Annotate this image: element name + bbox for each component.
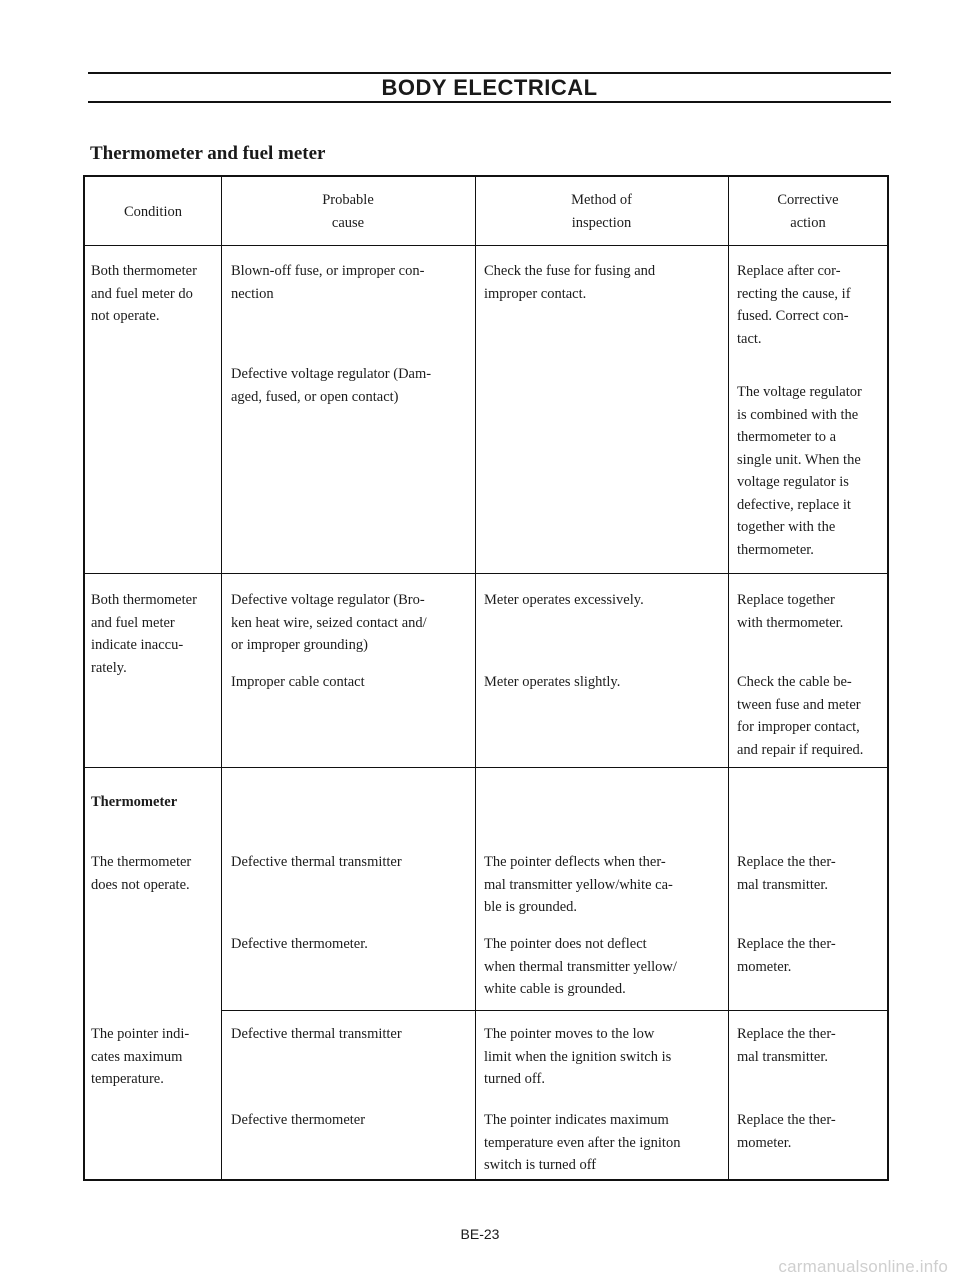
watermark-text: carmanualsonline.info	[778, 1257, 948, 1276]
column-divider	[221, 177, 222, 1179]
probable-cause-cell: Defective thermometer	[231, 1112, 366, 1128]
probable-cause-cell: Defective thermal transmitter	[231, 854, 402, 870]
inspection-cell: Check the fuse for fusing and improper contact.	[484, 263, 656, 302]
corrective-action-cell: Replace the ther- mal transmitter.	[737, 854, 836, 893]
column-header-method-of-inspection: Method of inspection	[571, 192, 632, 231]
corrective-action-cell: Replace the ther- mal transmitter.	[737, 1026, 836, 1065]
probable-cause-cell: Defective thermometer.	[231, 936, 368, 952]
inspection-cell: The pointer indicates maximum temperature even after the igniton switch is turned off	[484, 1112, 681, 1173]
row-divider	[85, 573, 887, 574]
page-number: BE-23	[460, 1226, 500, 1242]
column-header-corrective-action: Corrective action	[777, 192, 839, 231]
column-divider	[475, 177, 476, 1179]
probable-cause-cell: Defective voltage regulator (Dam- aged, fused, or open contact)	[231, 366, 432, 405]
header-rule-bottom	[88, 101, 891, 103]
probable-cause-cell: Defective voltage regulator (Bro- ken heat wire, seized contact and/ or improper grounding)	[231, 592, 427, 653]
probable-cause-cell: Blown-off fuse, or improper con- nection	[231, 263, 425, 302]
probable-cause-cell: Defective thermal transmitter	[231, 1026, 402, 1042]
page-title: Thermometer and fuel meter	[90, 143, 326, 164]
condition-cell: Both thermometer and fuel meter do not operate.	[91, 263, 197, 324]
corrective-action-cell: Check the cable be- tween fuse and meter for improper contact, and repair if required.	[737, 674, 864, 758]
condition-cell: The thermometer does not operate.	[91, 854, 192, 893]
column-header-probable-cause: Probable cause	[322, 192, 374, 231]
corrective-action-cell: The voltage regulator is combined with the thermometer to a single unit. When the voltage regulator is defective, replace it together with the thermometer.	[737, 384, 862, 558]
corrective-action-cell: Replace after cor- recting the cause, if fused. Correct con- tact.	[737, 263, 851, 347]
troubleshooting-table	[83, 175, 889, 1181]
corrective-action-cell: Replace the ther- mometer.	[737, 936, 836, 975]
header-rule-top	[88, 72, 891, 74]
group-heading: Thermometer	[91, 794, 178, 810]
inspection-cell: Meter operates slightly.	[484, 674, 621, 690]
column-divider	[728, 177, 729, 1179]
condition-cell: Both thermometer and fuel meter indicate inaccu- rately.	[91, 592, 197, 676]
section-heading: BODY ELECTRICAL	[381, 75, 598, 100]
corrective-action-cell: Replace the ther- mometer.	[737, 1112, 836, 1151]
inspection-cell: Meter operates excessively.	[484, 592, 644, 608]
inspection-cell: The pointer deflects when ther- mal transmitter yellow/white ca- ble is grounded.	[484, 854, 673, 915]
condition-cell: The pointer indi- cates maximum temperature.	[91, 1026, 190, 1087]
inspection-cell: The pointer does not deflect when thermal transmitter yellow/ white cable is grounded.	[484, 936, 677, 997]
column-header-condition: Condition	[123, 204, 182, 220]
inspection-cell: The pointer moves to the low limit when the ignition switch is turned off.	[484, 1026, 672, 1087]
row-divider	[85, 767, 887, 768]
row-divider	[221, 1010, 887, 1011]
probable-cause-cell: Improper cable contact	[231, 674, 365, 690]
row-divider	[85, 245, 887, 246]
corrective-action-cell: Replace together with thermometer.	[737, 592, 844, 631]
